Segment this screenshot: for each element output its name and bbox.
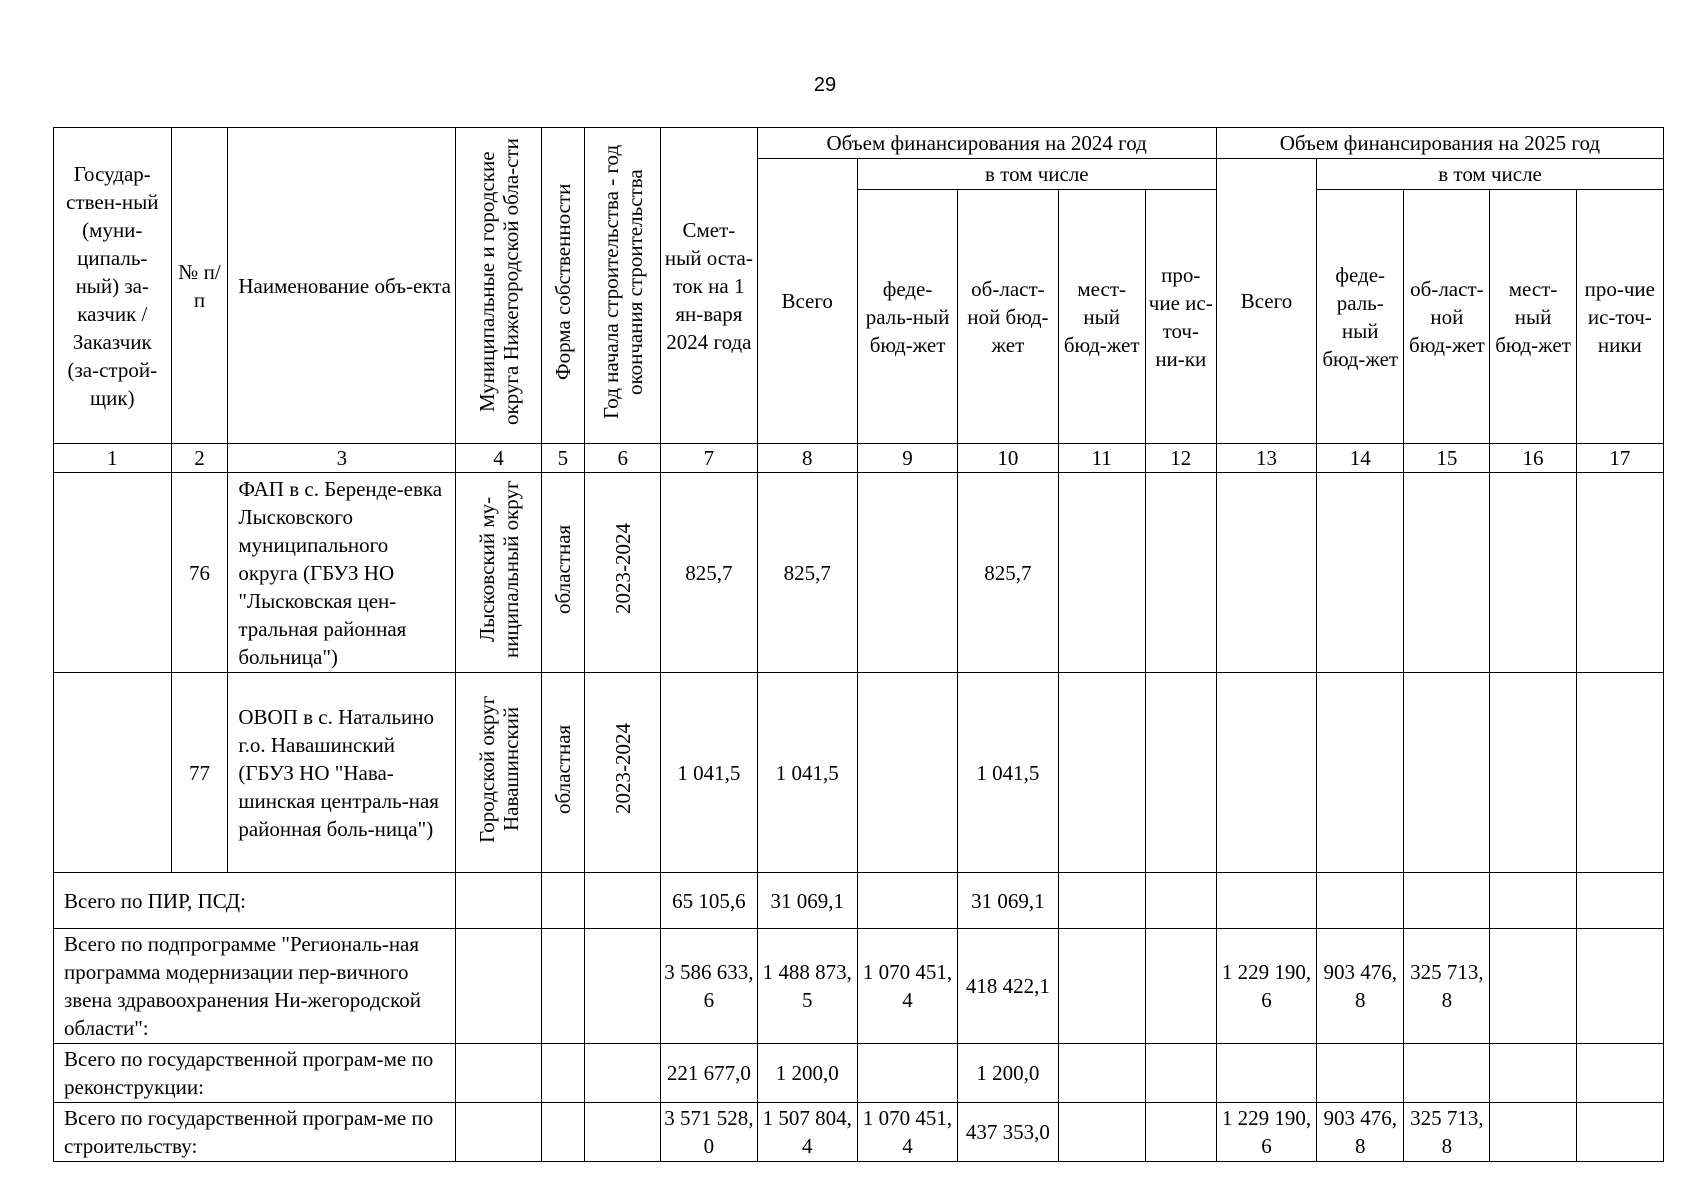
federal-2024-cell bbox=[857, 473, 957, 673]
remainder-cell: 825,7 bbox=[661, 473, 757, 673]
empty-cell bbox=[541, 1103, 585, 1162]
total-2024-cell: 1 507 804,4 bbox=[757, 1103, 857, 1162]
header-including-2024: в том числе bbox=[857, 159, 1216, 190]
empty-cell bbox=[585, 1044, 661, 1103]
totals-row bbox=[54, 873, 1664, 929]
total-2024-cell: 31 069,1 bbox=[757, 873, 857, 929]
federal-2024-cell bbox=[857, 873, 957, 929]
col-number: 5 bbox=[541, 444, 585, 473]
ownership-cell: областная bbox=[541, 473, 585, 673]
col-number: 3 bbox=[228, 444, 456, 473]
local-2024-cell bbox=[1058, 473, 1145, 673]
total-2024-cell: 1 488 873,5 bbox=[757, 929, 857, 1044]
totals-label: Всего по подпрограмме "Региональ-ная программа модернизации пер-вичного звена здравоохранения Ни-жегородской области": bbox=[54, 929, 456, 1044]
table-row bbox=[54, 473, 1664, 673]
other-2025-cell bbox=[1576, 1103, 1663, 1162]
totals-row bbox=[54, 1103, 1664, 1162]
header-number: № п/п bbox=[171, 128, 228, 444]
total-2025-cell: 1 229 190,6 bbox=[1216, 1103, 1316, 1162]
totals-label: Всего по ПИР, ПСД: bbox=[54, 873, 456, 929]
regional-2025-cell bbox=[1404, 473, 1490, 673]
other-2024-cell bbox=[1145, 473, 1216, 673]
total-2025-cell: 1 229 190,6 bbox=[1216, 929, 1316, 1044]
regional-2024-cell: 1 200,0 bbox=[958, 1044, 1058, 1103]
local-2025-cell bbox=[1490, 473, 1576, 673]
financing-table bbox=[53, 127, 1664, 1162]
regional-2025-cell bbox=[1404, 1044, 1490, 1103]
col-number: 7 bbox=[661, 444, 757, 473]
totals-row bbox=[54, 1044, 1664, 1103]
header-other-2025: про-чие ис-точ-ники bbox=[1576, 190, 1663, 444]
years-cell: 2023-2024 bbox=[585, 673, 661, 873]
regional-2025-cell bbox=[1404, 873, 1490, 929]
local-2025-cell bbox=[1490, 1103, 1576, 1162]
years-cell: 2023-2024 bbox=[585, 473, 661, 673]
other-2024-cell bbox=[1145, 1044, 1216, 1103]
empty-cell bbox=[456, 929, 541, 1044]
ownership-cell: областная bbox=[541, 673, 585, 873]
local-2025-cell bbox=[1490, 1044, 1576, 1103]
header-other-2024: про-чие ис-точ-ни-ки bbox=[1145, 190, 1216, 444]
regional-2024-cell: 418 422,1 bbox=[958, 929, 1058, 1044]
col-number: 12 bbox=[1145, 444, 1216, 473]
empty-cell bbox=[585, 929, 661, 1044]
regional-2025-cell bbox=[1404, 673, 1490, 873]
local-2025-cell bbox=[1490, 929, 1576, 1044]
federal-2024-cell bbox=[857, 1044, 957, 1103]
regional-2025-cell: 325 713,8 bbox=[1404, 929, 1490, 1044]
empty-cell bbox=[456, 1044, 541, 1103]
col-number: 8 bbox=[757, 444, 857, 473]
federal-2025-cell bbox=[1317, 473, 1404, 673]
federal-2025-cell bbox=[1317, 1044, 1404, 1103]
header-object-name: Наименование объ-екта bbox=[228, 128, 456, 444]
col-number: 1 bbox=[54, 444, 172, 473]
col-number: 15 bbox=[1404, 444, 1490, 473]
page-number: 29 bbox=[813, 74, 837, 96]
header-including-2025: в том числе bbox=[1317, 159, 1664, 190]
total-2024-cell: 1 041,5 bbox=[757, 673, 857, 873]
header-remainder: Смет-ный оста-ток на 1 ян-варя 2024 года bbox=[661, 128, 757, 444]
empty-cell bbox=[456, 873, 541, 929]
col-number: 11 bbox=[1058, 444, 1145, 473]
other-2024-cell bbox=[1145, 673, 1216, 873]
regional-2025-cell: 325 713,8 bbox=[1404, 1103, 1490, 1162]
total-2025-cell bbox=[1216, 673, 1316, 873]
object-name: ОВОП в с. Натальино г.о. Навашинский (ГБУЗ НО "Нава-шинская централь-ная районная боль-ница") bbox=[228, 673, 456, 873]
other-2024-cell bbox=[1145, 1103, 1216, 1162]
remainder-cell: 3 571 528,0 bbox=[661, 1103, 757, 1162]
empty-cell bbox=[585, 873, 661, 929]
header-ownership: Форма собственности bbox=[541, 128, 585, 444]
header-financing-2024: Объем финансирования на 2024 год bbox=[757, 128, 1216, 159]
other-2025-cell bbox=[1576, 873, 1663, 929]
header-customer: Государ-ствен-ный (муни-ципаль-ный) за-казчик / Заказчик (за-строй-щик) bbox=[54, 128, 172, 444]
col-number: 13 bbox=[1216, 444, 1316, 473]
local-2025-cell bbox=[1490, 673, 1576, 873]
header-federal-2024: феде-раль-ный бюд-жет bbox=[857, 190, 957, 444]
row-number: 76 bbox=[171, 473, 228, 673]
federal-2025-cell bbox=[1317, 673, 1404, 873]
federal-2025-cell bbox=[1317, 873, 1404, 929]
row-number: 77 bbox=[171, 673, 228, 873]
totals-label: Всего по государственной програм-ме по строительству: bbox=[54, 1103, 456, 1162]
header-local-2025: мест-ный бюд-жет bbox=[1490, 190, 1576, 444]
object-name: ФАП в с. Беренде-евка Лысковского муниципального округа (ГБУЗ НО "Лысковская цен-тральная районная больница") bbox=[228, 473, 456, 673]
totals-row bbox=[54, 929, 1664, 1044]
totals-label: Всего по государственной програм-ме по реконструкции: bbox=[54, 1044, 456, 1103]
table-row bbox=[54, 673, 1664, 873]
federal-2024-cell bbox=[857, 673, 957, 873]
remainder-cell: 3 586 633,6 bbox=[661, 929, 757, 1044]
empty-cell bbox=[585, 1103, 661, 1162]
col-number: 4 bbox=[456, 444, 541, 473]
header-district: Муниципальные и городские округа Нижегородской обла-сти bbox=[456, 128, 541, 444]
col-number: 6 bbox=[585, 444, 661, 473]
total-2024-cell: 825,7 bbox=[757, 473, 857, 673]
local-2025-cell bbox=[1490, 873, 1576, 929]
col-number: 2 bbox=[171, 444, 228, 473]
other-2024-cell bbox=[1145, 929, 1216, 1044]
regional-2024-cell: 825,7 bbox=[958, 473, 1058, 673]
header-total-2025: Всего bbox=[1216, 159, 1316, 444]
total-2025-cell bbox=[1216, 1044, 1316, 1103]
remainder-cell: 1 041,5 bbox=[661, 673, 757, 873]
regional-2024-cell: 31 069,1 bbox=[958, 873, 1058, 929]
col-number: 16 bbox=[1490, 444, 1576, 473]
col-number: 17 bbox=[1576, 444, 1663, 473]
empty-cell bbox=[541, 873, 585, 929]
regional-2024-cell: 1 041,5 bbox=[958, 673, 1058, 873]
col-number: 14 bbox=[1317, 444, 1404, 473]
federal-2025-cell: 903 476,8 bbox=[1317, 929, 1404, 1044]
remainder-cell: 65 105,6 bbox=[661, 873, 757, 929]
header-years: Год начала строительства - год окончания строительства bbox=[585, 128, 661, 444]
header-regional-2025: об-ласт-ной бюд-жет bbox=[1404, 190, 1490, 444]
federal-2024-cell: 1 070 451,4 bbox=[857, 1103, 957, 1162]
local-2024-cell bbox=[1058, 1044, 1145, 1103]
local-2024-cell bbox=[1058, 929, 1145, 1044]
federal-2024-cell: 1 070 451,4 bbox=[857, 929, 957, 1044]
column-number-row bbox=[54, 444, 1664, 473]
header-local-2024: мест-ный бюд-жет bbox=[1058, 190, 1145, 444]
other-2025-cell bbox=[1576, 1044, 1663, 1103]
local-2024-cell bbox=[1058, 1103, 1145, 1162]
empty-cell bbox=[541, 929, 585, 1044]
customer-cell bbox=[54, 673, 172, 873]
other-2024-cell bbox=[1145, 873, 1216, 929]
header-total-2024: Всего bbox=[757, 159, 857, 444]
local-2024-cell bbox=[1058, 673, 1145, 873]
customer-cell bbox=[54, 473, 172, 673]
total-2025-cell bbox=[1216, 473, 1316, 673]
empty-cell bbox=[541, 1044, 585, 1103]
total-2024-cell: 1 200,0 bbox=[757, 1044, 857, 1103]
federal-2025-cell: 903 476,8 bbox=[1317, 1103, 1404, 1162]
other-2025-cell bbox=[1576, 673, 1663, 873]
regional-2024-cell: 437 353,0 bbox=[958, 1103, 1058, 1162]
total-2025-cell bbox=[1216, 873, 1316, 929]
header-financing-2025: Объем финансирования на 2025 год bbox=[1216, 128, 1663, 159]
other-2025-cell bbox=[1576, 473, 1663, 673]
header-federal-2025: феде-раль-ный бюд-жет bbox=[1317, 190, 1404, 444]
col-number: 10 bbox=[958, 444, 1058, 473]
header-row-1 bbox=[54, 128, 1664, 159]
col-number: 9 bbox=[857, 444, 957, 473]
district-cell: Городской округ Навашинский bbox=[456, 673, 541, 873]
header-regional-2024: об-ласт-ной бюд-жет bbox=[958, 190, 1058, 444]
local-2024-cell bbox=[1058, 873, 1145, 929]
district-cell: Лысковский му-ниципальный округ bbox=[456, 473, 541, 673]
other-2025-cell bbox=[1576, 929, 1663, 1044]
empty-cell bbox=[456, 1103, 541, 1162]
remainder-cell: 221 677,0 bbox=[661, 1044, 757, 1103]
